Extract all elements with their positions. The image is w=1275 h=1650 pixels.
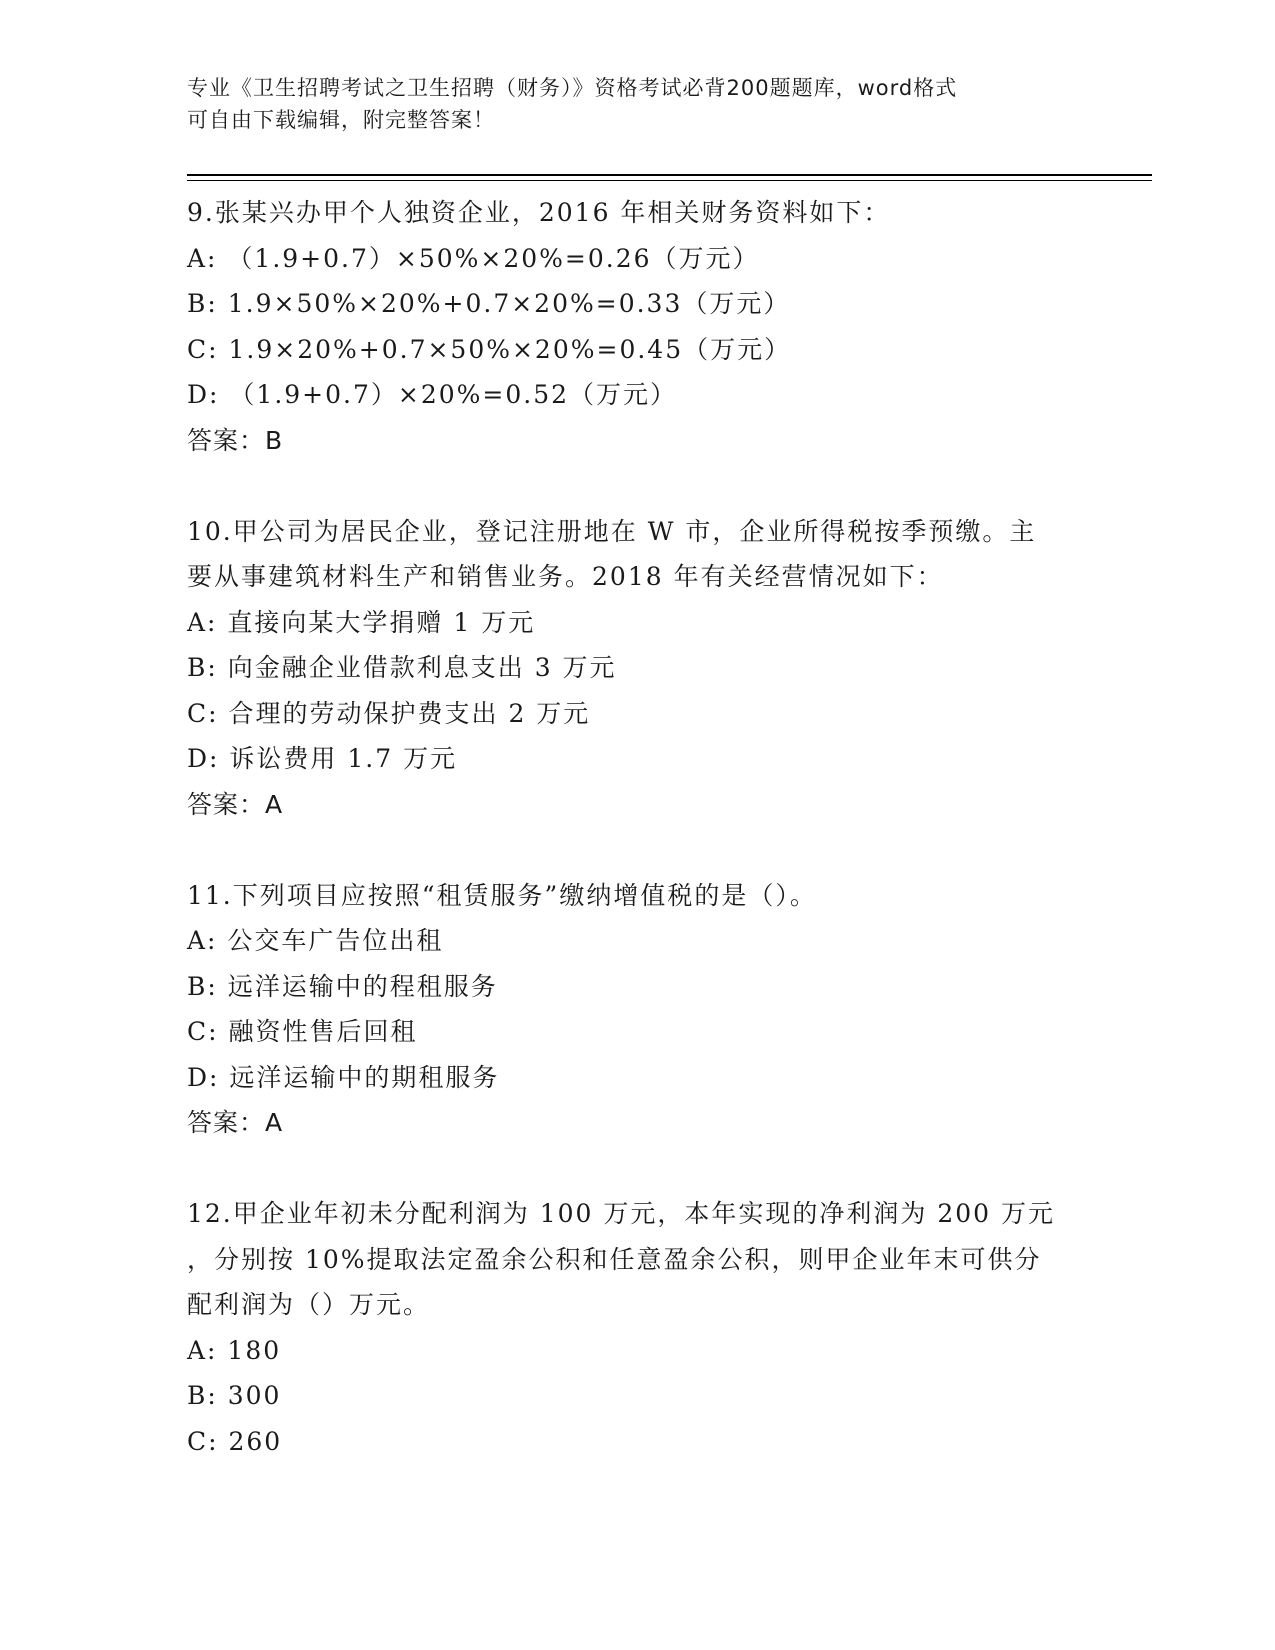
stem-line: 12.甲企业年初未分配利润为 100 万元，本年实现的净利润为 200 万元 xyxy=(187,1199,1055,1228)
answer: 答案：A xyxy=(187,789,284,819)
answer: 答案：A xyxy=(187,1108,284,1137)
option-a: A: （1.9+0.7）×50%×20%=0.26（万元） xyxy=(187,243,760,273)
header-line: 专业《卫生招聘考试之卫生招聘（财务）》资格考试必背200题题库，word格式 xyxy=(187,76,958,100)
stem-line: 配利润为（）万元。 xyxy=(187,1290,431,1319)
question-10 xyxy=(187,509,1087,827)
stem-line: 9.张某兴办甲个人独资企业，2016 年相关财务资料如下： xyxy=(187,198,891,227)
option-a: A: 180 xyxy=(187,1335,282,1365)
question-11 xyxy=(187,873,1087,1146)
option-c: C: 合理的劳动保护费支出 2 万元 xyxy=(187,698,591,728)
option-a: A: 公交车广告位出租 xyxy=(187,926,444,955)
option-b: B: 远洋运输中的程租服务 xyxy=(187,971,498,1001)
stem-line: 10.甲公司为居民企业，登记注册地在 W 市，企业所得税按季预缴。主 xyxy=(187,516,1037,546)
document-header xyxy=(187,72,1067,136)
option-a: A: 直接向某大学捐赠 1 万元 xyxy=(187,607,536,637)
header-rule-thin xyxy=(187,180,1152,181)
option-c: C: 260 xyxy=(187,1426,283,1456)
stem-line: 要从事建筑材料生产和销售业务。2018 年有关经营情况如下： xyxy=(187,562,944,591)
option-c: C: 融资性售后回租 xyxy=(187,1017,418,1046)
question-list xyxy=(187,190,1087,1464)
question-stem xyxy=(187,873,1087,919)
option-b: B: 300 xyxy=(187,1381,282,1410)
stem-line: 11.下列项目应按照“租赁服务”缴纳增值税的是（）。 xyxy=(187,880,817,910)
question-stem xyxy=(187,190,1087,236)
header-rule-thick xyxy=(187,174,1152,176)
header-line: 可自由下载编辑，附完整答案！ xyxy=(187,108,495,132)
option-b: B: 向金融企业借款利息支出 3 万元 xyxy=(187,653,617,682)
question-9 xyxy=(187,190,1087,463)
option-d: D: 诉讼费用 1.7 万元 xyxy=(187,744,458,773)
question-stem xyxy=(187,1191,1087,1328)
question-stem xyxy=(187,509,1087,600)
option-d: D: 远洋运输中的期租服务 xyxy=(187,1062,500,1092)
question-12 xyxy=(187,1191,1087,1464)
answer: 答案：B xyxy=(187,425,284,455)
option-b: B: 1.9×50%×20%+0.7×20%=0.33（万元） xyxy=(187,289,791,318)
option-d: D: （1.9+0.7）×20%=0.52（万元） xyxy=(187,380,678,409)
stem-line: ，分别按 10%提取法定盈余公积和任意盈余公积，则甲企业年末可供分 xyxy=(187,1244,1042,1274)
option-c: C: 1.9×20%+0.7×50%×20%=0.45（万元） xyxy=(187,334,792,364)
